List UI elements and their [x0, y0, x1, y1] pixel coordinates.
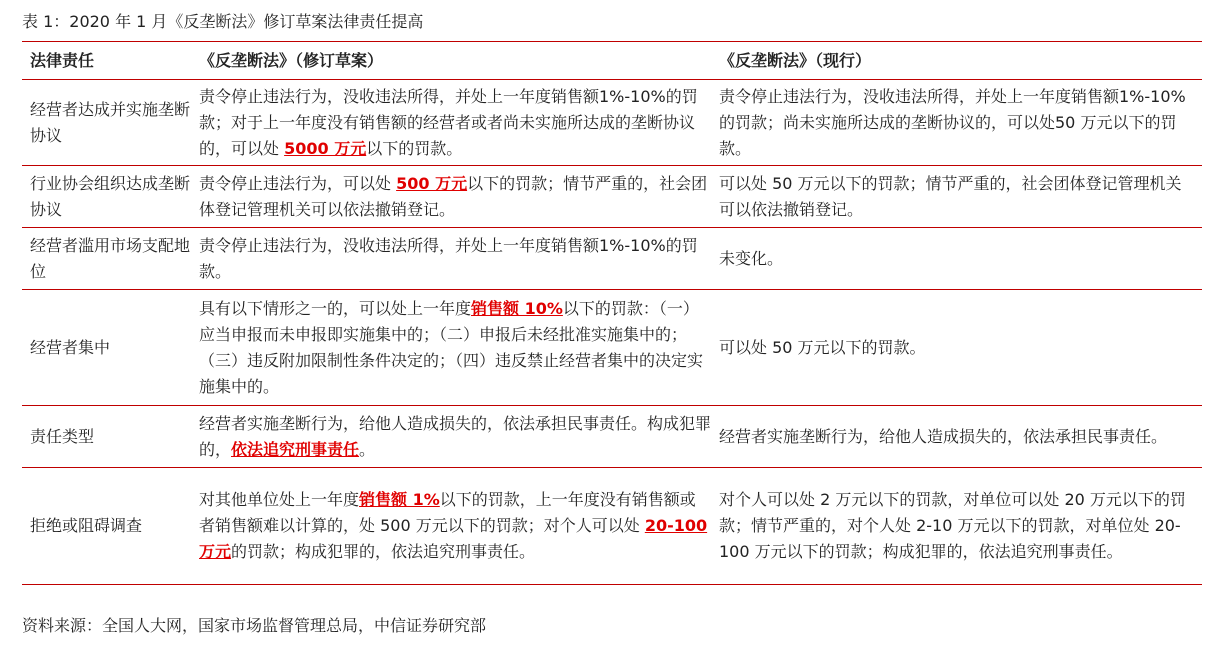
table-row	[22, 406, 1202, 468]
table-row	[22, 290, 1202, 406]
table-row	[22, 468, 1202, 584]
highlight-amount: 销售额 10%	[471, 298, 563, 318]
row-category: 经营者集中	[30, 337, 111, 357]
source-note: 资料来源：全国人大网，国家市场监督管理总局，中信证券研究部	[22, 616, 487, 635]
table-row	[22, 80, 1202, 166]
row-category: 经营者达成并实施垄断协议	[30, 99, 191, 145]
row-current-text: 可以处 50 万元以下的罚款；情节严重的，社会团体登记管理机关可以依法撤销登记。	[719, 173, 1182, 219]
row-current-text: 可以处 50 万元以下的罚款。	[719, 337, 926, 357]
highlight-amount: 5000 万元	[284, 138, 367, 158]
header-draft-law: 《反垄断法》（修订草案）	[199, 50, 384, 70]
row-current-text: 对个人可以处 2 万元以下的罚款，对单位可以处 20 万元以下的罚款；情节严重的，对个人处 2-10 万元以下的罚款，对单位处 20-100 万元以下的罚款；构成犯罪的，依法追究刑事责任。	[719, 490, 1186, 561]
row-draft-text: 具有以下情形之一的，可以处上一年度销售额 10%以下的罚款：（一）应当申报而未申报即实施集中的；（二）申报后未经批准实施集中的；（三）违反附加限制性条件决定的；（四）违反禁止经营者集中的决定实施集中的。	[199, 298, 704, 396]
row-draft-text: 经营者实施垄断行为，给他人造成损失的，依法承担民事责任。构成犯罪的，依法追究刑事责任。	[199, 413, 712, 459]
row-draft-text: 对其他单位处上一年度销售额 1%以下的罚款，上一年度没有销售额或者销售额难以计算的，处 500 万元以下的罚款；对个人可以处 20-100 万元的罚款；构成犯罪的，依法追究刑事责任。	[199, 490, 708, 561]
row-current-text: 责令停止违法行为，没收违法所得，并处上一年度销售额1%-10%的罚款；尚未实施所达成的垄断协议的，可以处50 万元以下的罚款。	[719, 86, 1186, 158]
row-category: 行业协会组织达成垄断协议	[30, 173, 191, 219]
header-current-law: 《反垄断法》（现行）	[719, 50, 872, 70]
highlight-amount-2: 20-100 万元	[199, 516, 708, 561]
row-draft-text: 责令停止违法行为，可以处 500 万元以下的罚款；情节严重的，社会团体登记管理机关可以依法撤销登记。	[199, 173, 708, 219]
highlight-amount: 500 万元	[396, 173, 468, 193]
legal-liability-table	[22, 41, 1202, 585]
row-current-text: 未变化。	[719, 248, 784, 268]
highlight-amount: 销售额 1%	[359, 490, 440, 509]
table-row	[22, 228, 1202, 290]
row-draft-text: 责令停止违法行为，没收违法所得，并处上一年度销售额1%-10%的罚款。	[199, 235, 698, 281]
row-draft-text: 责令停止违法行为，没收违法所得，并处上一年度销售额1%-10%的罚款；对于上一年度没有销售额的经营者或者尚未实施所达成的垄断协议的，可以处 5000 万元以下的罚款。	[199, 86, 698, 158]
row-category: 经营者滥用市场支配地位	[30, 235, 191, 281]
table-caption: 表 1：2020 年 1 月《反垄断法》修订草案法律责任提高	[22, 12, 424, 31]
table-header-row	[22, 42, 1202, 80]
table-row	[22, 166, 1202, 228]
header-legal-liability: 法律责任	[30, 50, 95, 70]
row-category: 责任类型	[30, 426, 95, 446]
row-current-text: 经营者实施垄断行为，给他人造成损失的，依法承担民事责任。	[719, 426, 1168, 446]
row-category: 拒绝或阻碍调查	[30, 516, 143, 535]
highlight-amount: 依法追究刑事责任	[231, 439, 360, 459]
